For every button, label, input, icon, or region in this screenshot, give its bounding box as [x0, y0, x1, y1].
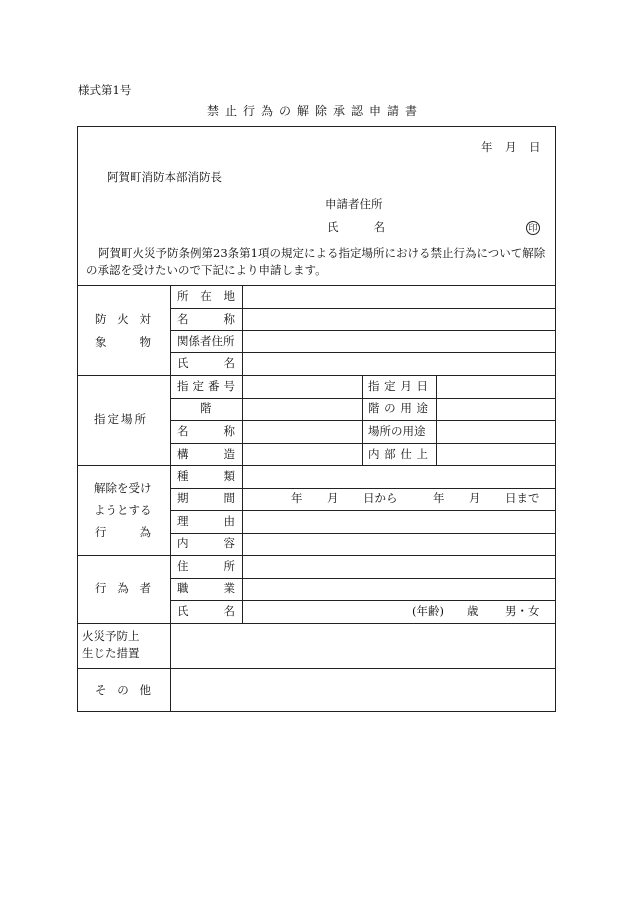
date-month: 月 — [505, 140, 517, 154]
act-label-line2: ようとする — [94, 503, 152, 517]
applicant-address-label: 申請者住所 — [325, 197, 383, 211]
period-end-year: 年 — [433, 491, 445, 505]
form-title: 禁止行為の解除承認申請書 — [206, 104, 423, 118]
act-label-line1: 解除を受け — [94, 481, 152, 495]
actor-row-address: 住 所 — [177, 559, 235, 573]
application-statement: 阿賀町火災予防条例第23条第1項の規定による指定場所における禁止行為について解除の承認を受けたいので下記により申請します。 — [86, 246, 546, 277]
target-row-name: 名 称 — [177, 312, 235, 326]
place-row-interior: 内 部 仕 上 — [368, 447, 428, 461]
recipient: 阿賀町消防本部消防長 — [107, 170, 222, 184]
seal-mark: 印 — [526, 221, 540, 235]
date-day: 日 — [529, 140, 541, 154]
actor-age-unit: 歳 — [467, 604, 479, 618]
target-row-party-address: 関係者住所 — [177, 334, 235, 348]
target-row-party-name: 氏 名 — [177, 356, 235, 370]
target-label-line1: 防 火 対 — [95, 312, 151, 326]
place-row-floor-use: 階 の 用 途 — [368, 401, 428, 415]
actor-row-name: 氏 名 — [177, 604, 235, 618]
place-row-number: 指 定 番 号 — [177, 379, 235, 393]
measures-label-line2: 生じた措置 — [82, 646, 140, 660]
act-row-reason: 理 由 — [177, 514, 235, 528]
actor-label: 行 為 者 — [95, 581, 151, 595]
period-start-day: 日から — [363, 491, 398, 505]
target-row-location: 所 在 地 — [177, 289, 235, 303]
place-row-structure: 構 造 — [177, 447, 235, 461]
date-year: 年 — [481, 140, 493, 154]
application-form-frame — [77, 126, 556, 712]
actor-age-label: (年齢) — [412, 604, 444, 618]
act-row-kind: 種 類 — [177, 469, 235, 483]
place-row-floor: 階 — [200, 401, 212, 415]
target-label-line2: 象 物 — [95, 335, 151, 349]
place-row-place-use: 場所の用途 — [368, 424, 426, 438]
applicant-name-label: 氏 名 — [327, 220, 385, 234]
actor-sex: 男・女 — [505, 604, 540, 618]
period-start-month: 月 — [327, 491, 339, 505]
period-end-day: 日まで — [505, 491, 540, 505]
other-label: そ の 他 — [95, 683, 151, 697]
place-row-name: 名 称 — [177, 424, 235, 438]
act-row-period: 期 間 — [177, 491, 235, 505]
place-label: 指定場所 — [94, 412, 148, 426]
period-start-year: 年 — [291, 491, 303, 505]
actor-row-occupation: 職 業 — [177, 581, 235, 595]
act-label-line3: 行 為 — [95, 525, 151, 539]
act-row-content: 内 容 — [177, 536, 235, 550]
measures-label-line1: 火災予防上 — [82, 629, 140, 643]
form-number: 様式第1号 — [78, 83, 132, 97]
place-row-date: 指 定 月 日 — [368, 379, 428, 393]
period-end-month: 月 — [469, 491, 481, 505]
